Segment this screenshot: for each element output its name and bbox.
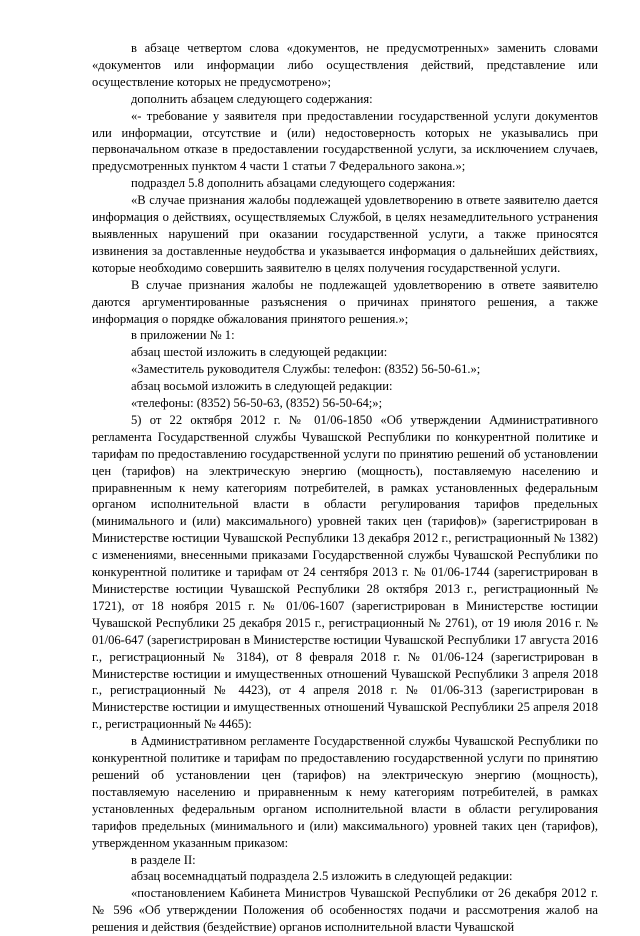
paragraph-11: «телефоны: (8352) 56-50-63, (8352) 56-50-64;»;	[131, 396, 383, 411]
paragraph-9: «Заместитель руководителя Службы: телефон: (8352) 56-50-61.»;	[131, 362, 481, 377]
paragraph-14: в разделе II:	[131, 852, 196, 867]
paragraph-6: В случае признания жалобы не подлежащей удовлетворению в ответе заявителю даются аргументированные разъяснения о причинах принятого решения, а также информация о порядке обжалования принятого решения.»;	[92, 277, 598, 326]
paragraph-15: абзац восемнадцатый подраздела 2.5 изложить в следующей редакции:	[131, 869, 513, 884]
paragraph-12: 5) от 22 октября 2012 г. № 01/06-1850 «Об утверждении Административного регламента Государственной службы Чувашской Республики по конкурентной политике и тарифам по предоставлению государственной услуги по принятию решений об установлении цен (тарифов) на электрическую энергию (мощность), поставляемую населению и приравненным к нему категориям потребителей, в рамках установленных федеральным органом исполнительной власти в области регулирования тарифов предельных (минимального и (или) максимального) уровней таких цен (тарифов)» (зарегистрирован в Министерстве юстиции Чувашской Республики 13 декабря 2012 г., регистрационный № 1382) с изменениями, внесенными приказами Государственной службы Чувашской Республики по конкурентной политике и тарифам от 24 сентября 2013 г. № 01/06-1744 (зарегистрирован в Министерстве юстиции Чувашской Республики 28 октября 2013 г., регистрационный № 1721), от 18 ноября 2015 г. № 01/06-1607 (зарегистрирован в Министерстве юстиции Чувашской Республики 25 декабря 2015 г., регистрационный № 2761), от 19 июля 2016 г. № 01/06-647 (зарегистрирован в Министерстве юстиции Чувашской Республики 17 августа 2016 г., регистрационный № 3184), от 8 февраля 2018 г. № 01/06-124 (зарегистрирован в Министерстве юстиции и имущественных отношений Чувашской Республики 3 апреля 2018 г., регистрационный № 4423), от 4 апреля 2018 г. № 01/06-313 (зарегистрирован в Министерстве юстиции и имущественных отношений Чувашской Республики 25 апреля 2018 г., регистрационный № 4465):	[92, 412, 598, 732]
paragraph-16: «постановлением Кабинета Министров Чувашской Республики от 26 декабря 2012 г. № 596 «Об утверждении Положения об особенностях подачи и рассмотрения жалоб на решения и действия (бездействие) органов исполнительной власти Чувашской	[92, 886, 598, 935]
paragraph-8: абзац шестой изложить в следующей редакции:	[131, 345, 388, 360]
paragraph-7: в приложении № 1:	[131, 328, 235, 343]
paragraph-1: в абзаце четвертом слова «документов, не предусмотренных» заменить словами «документов или информации либо осуществления действий, представление или осуществление которых не предусмотрено»;	[92, 41, 598, 89]
paragraph-4: подраздел 5.8 дополнить абзацами следующего содержания:	[131, 176, 456, 191]
paragraph-10: абзац восьмой изложить в следующей редакции:	[131, 379, 393, 394]
paragraph-5: «В случае признания жалобы подлежащей удовлетворению в ответе заявителю дается информация о действиях, осуществляемых Службой, в целях незамедлительного устранения выявленных нарушений при оказании государственной услуги, а также приносятся извинения за доставленные неудобства и указывается информация о дальнейших действиях, которые необходимо совершить заявителю в целях получения государственной услуги.	[92, 193, 598, 275]
paragraph-3: «- требование у заявителя при предоставлении государственной услуги документов или информации, отсутствие и (или) недостоверность которых не указывались при первоначальном отказе в предоставлении государственной услуги, за исключением случаев, предусмотренных пунктом 4 части 1 статьи 7 Федерального закона.»;	[92, 108, 598, 174]
paragraph-13: в Административном регламенте Государственной службы Чувашской Республики по конкурентной политике и тарифам по предоставлению государственной услуги по принятию решений об установлении цен (тарифов) на электрическую энергию (мощность), поставляемую населению и приравненным к нему категориям потребителей, в рамках установленных федеральным органом исполнительной власти в области регулирования тарифов предельных (минимального и (или) максимального) уровней таких цен (тарифов), утвержденном указанным приказом:	[92, 734, 598, 850]
paragraph-2: дополнить абзацем следующего содержания:	[131, 91, 373, 106]
